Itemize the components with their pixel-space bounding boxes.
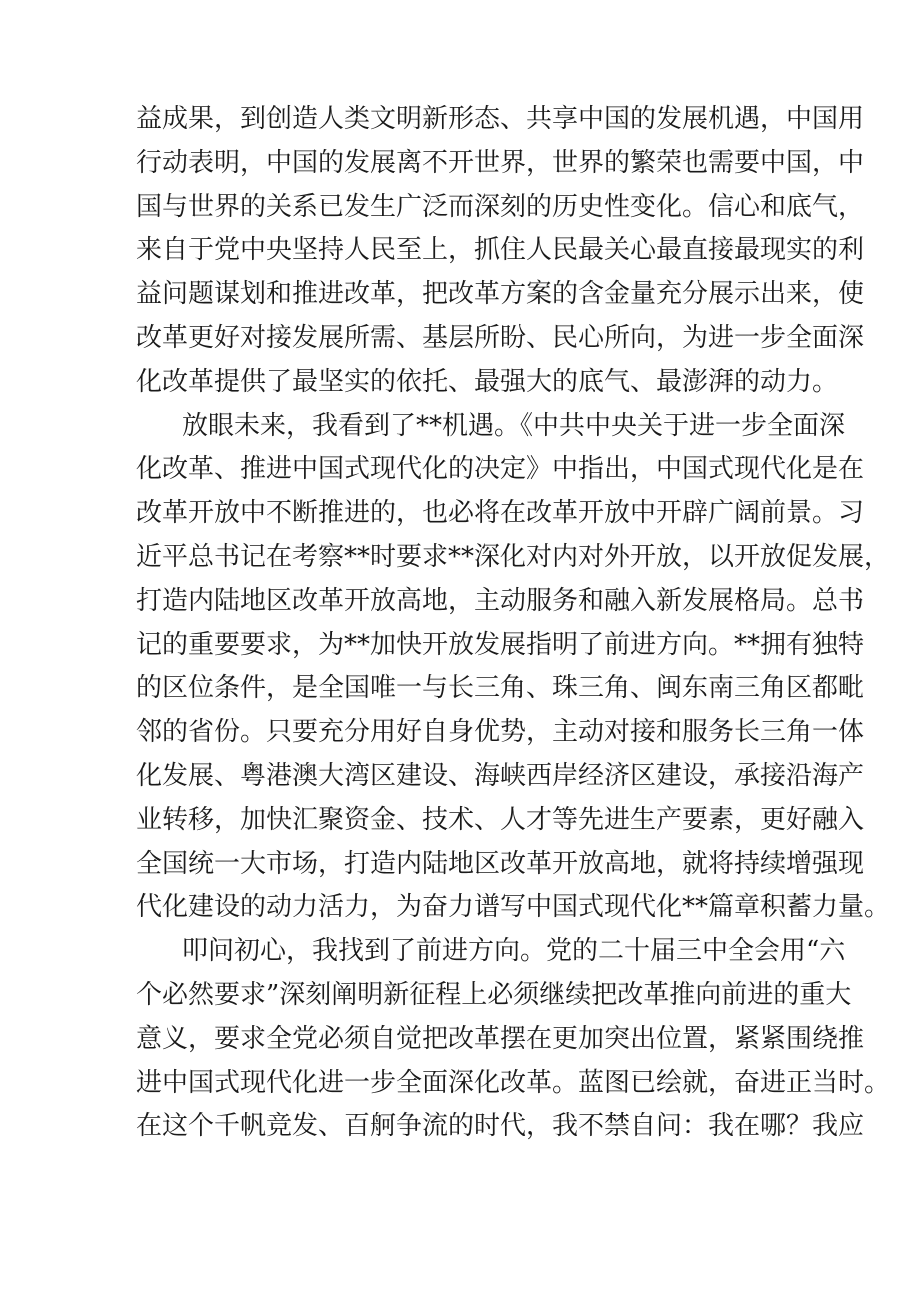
text-line: 化改革、推进中国式现代化的决定》中指出，中国式现代化是在	[136, 454, 865, 485]
text-line: 益成果，到创造人类文明新形态、共享中国的发展机遇，中国用	[136, 104, 865, 134]
text-line: 行动表明，中国的发展离不开世界，世界的繁荣也需要中国，中	[136, 147, 865, 178]
text-line: 改革开放中不断推进的，也必将在改革开放中开辟广阔前景。习	[136, 498, 865, 529]
text-line: 代化建设的动力活力，为奋力谱写中国式现代化**篇章积蓄力量。	[136, 892, 891, 923]
text-line: 打造内陆地区改革开放高地，主动服务和融入新发展格局。总书	[136, 585, 865, 616]
text-line: 来自于党中央坚持人民至上，抓住人民最关心最直接最现实的利	[136, 235, 865, 266]
text-line: 业转移，加快汇聚资金、技术、人才等先进生产要素，更好融入	[136, 804, 865, 835]
text-line: 邻的省份。只要充分用好自身优势，主动对接和服务长三角一体	[136, 717, 865, 748]
text-line: 的区位条件，是全国唯一与长三角、珠三角、闽东南三角区都毗	[136, 673, 865, 704]
text-line: 国与世界的关系已发生广泛而深刻的历史性变化。信心和底气，	[136, 191, 865, 222]
text-line: 改革更好对接发展所需、基层所盼、民心所向，为进一步全面深	[136, 322, 865, 353]
text-line: 化发展、粤港澳大湾区建设、海峡西岸经济区建设，承接沿海产	[136, 760, 865, 791]
paragraph-first-line: 叩问初心，我找到了前进方向。党的二十届三中全会用“六	[182, 936, 846, 967]
text-line: 化改革提供了最坚实的依托、最强大的底气、最澎湃的动力。	[136, 366, 839, 397]
text-line: 全国统一大市场，打造内陆地区改革开放高地，就将持续增强现	[136, 848, 865, 879]
text-line: 记的重要要求，为**加快开放发展指明了前进方向。**拥有独特	[136, 629, 865, 660]
text-line: 益问题谋划和推进改革，把改革方案的含金量充分展示出来，使	[136, 279, 865, 310]
document-body	[136, 98, 891, 1149]
text-line: 个必然要求”深刻阐明新征程上必须继续把改革推向前进的重大	[136, 979, 852, 1010]
text-line: 进中国式现代化进一步全面深化改革。蓝图已绘就，奋进正当时。	[136, 1067, 891, 1098]
paragraph-first-line: 放眼未来，我看到了**机遇。《中共中央关于进一步全面深	[182, 410, 846, 441]
text-line: 在这个千帆竞发、百舸争流的时代，我不禁自问：我在哪？我应	[136, 1111, 865, 1142]
text-line: 近平总书记在考察**时要求**深化对内对外开放，以开放促发展，	[136, 541, 891, 572]
text-line: 意义，要求全党必须自觉把改革摆在更加突出位置，紧紧围绕推	[136, 1023, 865, 1054]
